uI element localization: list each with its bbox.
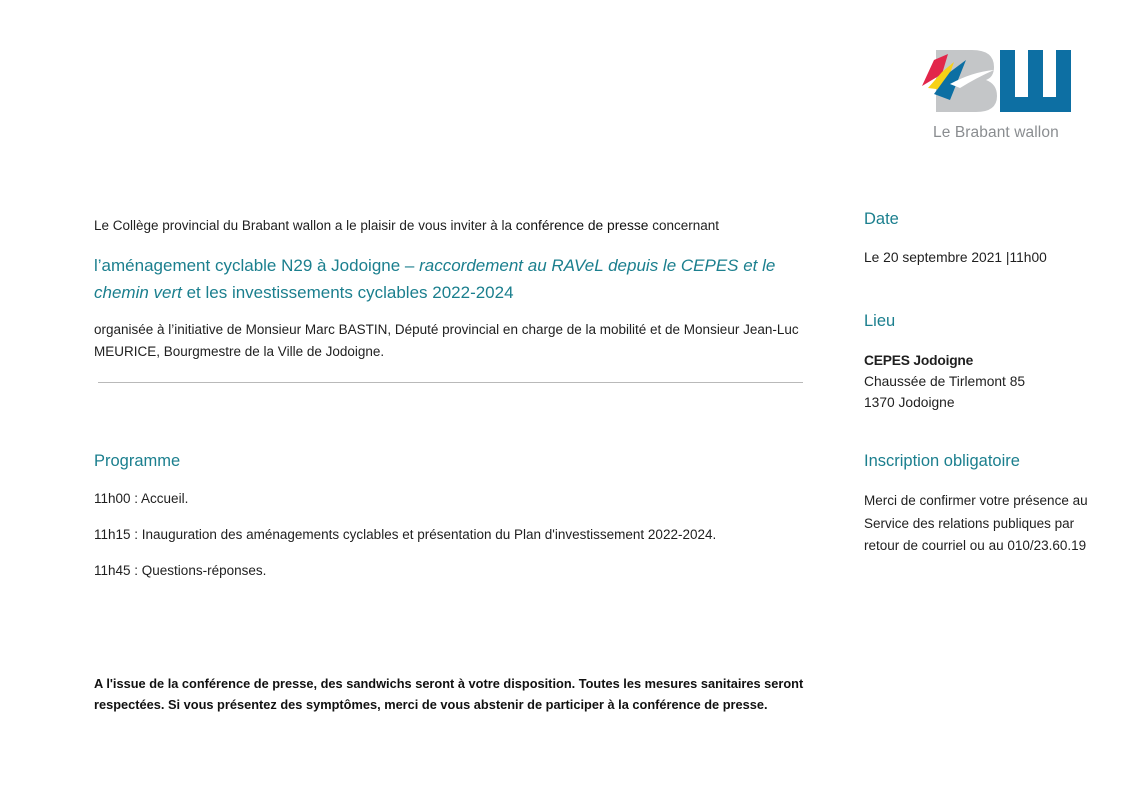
lieu-heading: Lieu — [864, 312, 896, 330]
lieu-city: 1370 Jodoigne — [864, 395, 955, 410]
inscription-heading: Inscription obligatoire — [864, 452, 1020, 470]
event-title — [94, 252, 794, 306]
lieu-address — [864, 350, 1025, 413]
logo-mark-icon — [920, 48, 1072, 118]
lieu-name: CEPES Jodoigne — [864, 353, 974, 368]
programme-item: 11h00 : Accueil. — [94, 491, 189, 506]
title-part1: l’aménagement cyclable N29 à Jodoigne – — [94, 256, 420, 275]
inscription-text: Merci de confirmer votre présence au Service des relations publiques par retour de courriel ou au 010/23.60.19 — [864, 493, 1088, 553]
programme-item: 11h45 : Questions-réponses. — [94, 563, 267, 578]
intro-before: Le Collège provincial du Brabant wallon a le plaisir de vous inviter à la — [94, 218, 516, 233]
date-value: Le 20 septembre 2021 |11h00 — [864, 250, 1047, 265]
organized-by: organisée à l’initiative de Monsieur Marc BASTIN, Député provincial en charge de la mobilité et de Monsieur Jean-Luc MEURICE, Bourgmestre de la Ville de Jodoigne. — [94, 322, 799, 359]
date-heading: Date — [864, 210, 899, 228]
title-italic: raccordement au RAVeL depuis le CEPES et le chemin vert — [94, 256, 776, 302]
divider — [98, 382, 803, 383]
programme-item: 11h15 : Inauguration des aménagements cyclables et présentation du Plan d'investissement 2022-2024. — [94, 527, 717, 542]
programme-heading: Programme — [94, 452, 181, 470]
intro-after: concernant — [648, 218, 719, 233]
logo-caption: Le Brabant wallon — [933, 124, 1059, 141]
sanitary-notice: A l'issue de la conférence de presse, des sandwichs seront à votre disposition. Toutes les mesures sanitaires seront respectées. Si vous présentez des symptômes, merci de vous abstenir de participer à la conférence de presse. — [94, 676, 804, 712]
lieu-street: Chaussée de Tirlemont 85 — [864, 374, 1026, 389]
intro-bold: conférence de presse — [515, 218, 649, 233]
title-part2: et les investissements cyclables 2022-2024 — [181, 283, 514, 302]
intro-text — [94, 218, 719, 233]
